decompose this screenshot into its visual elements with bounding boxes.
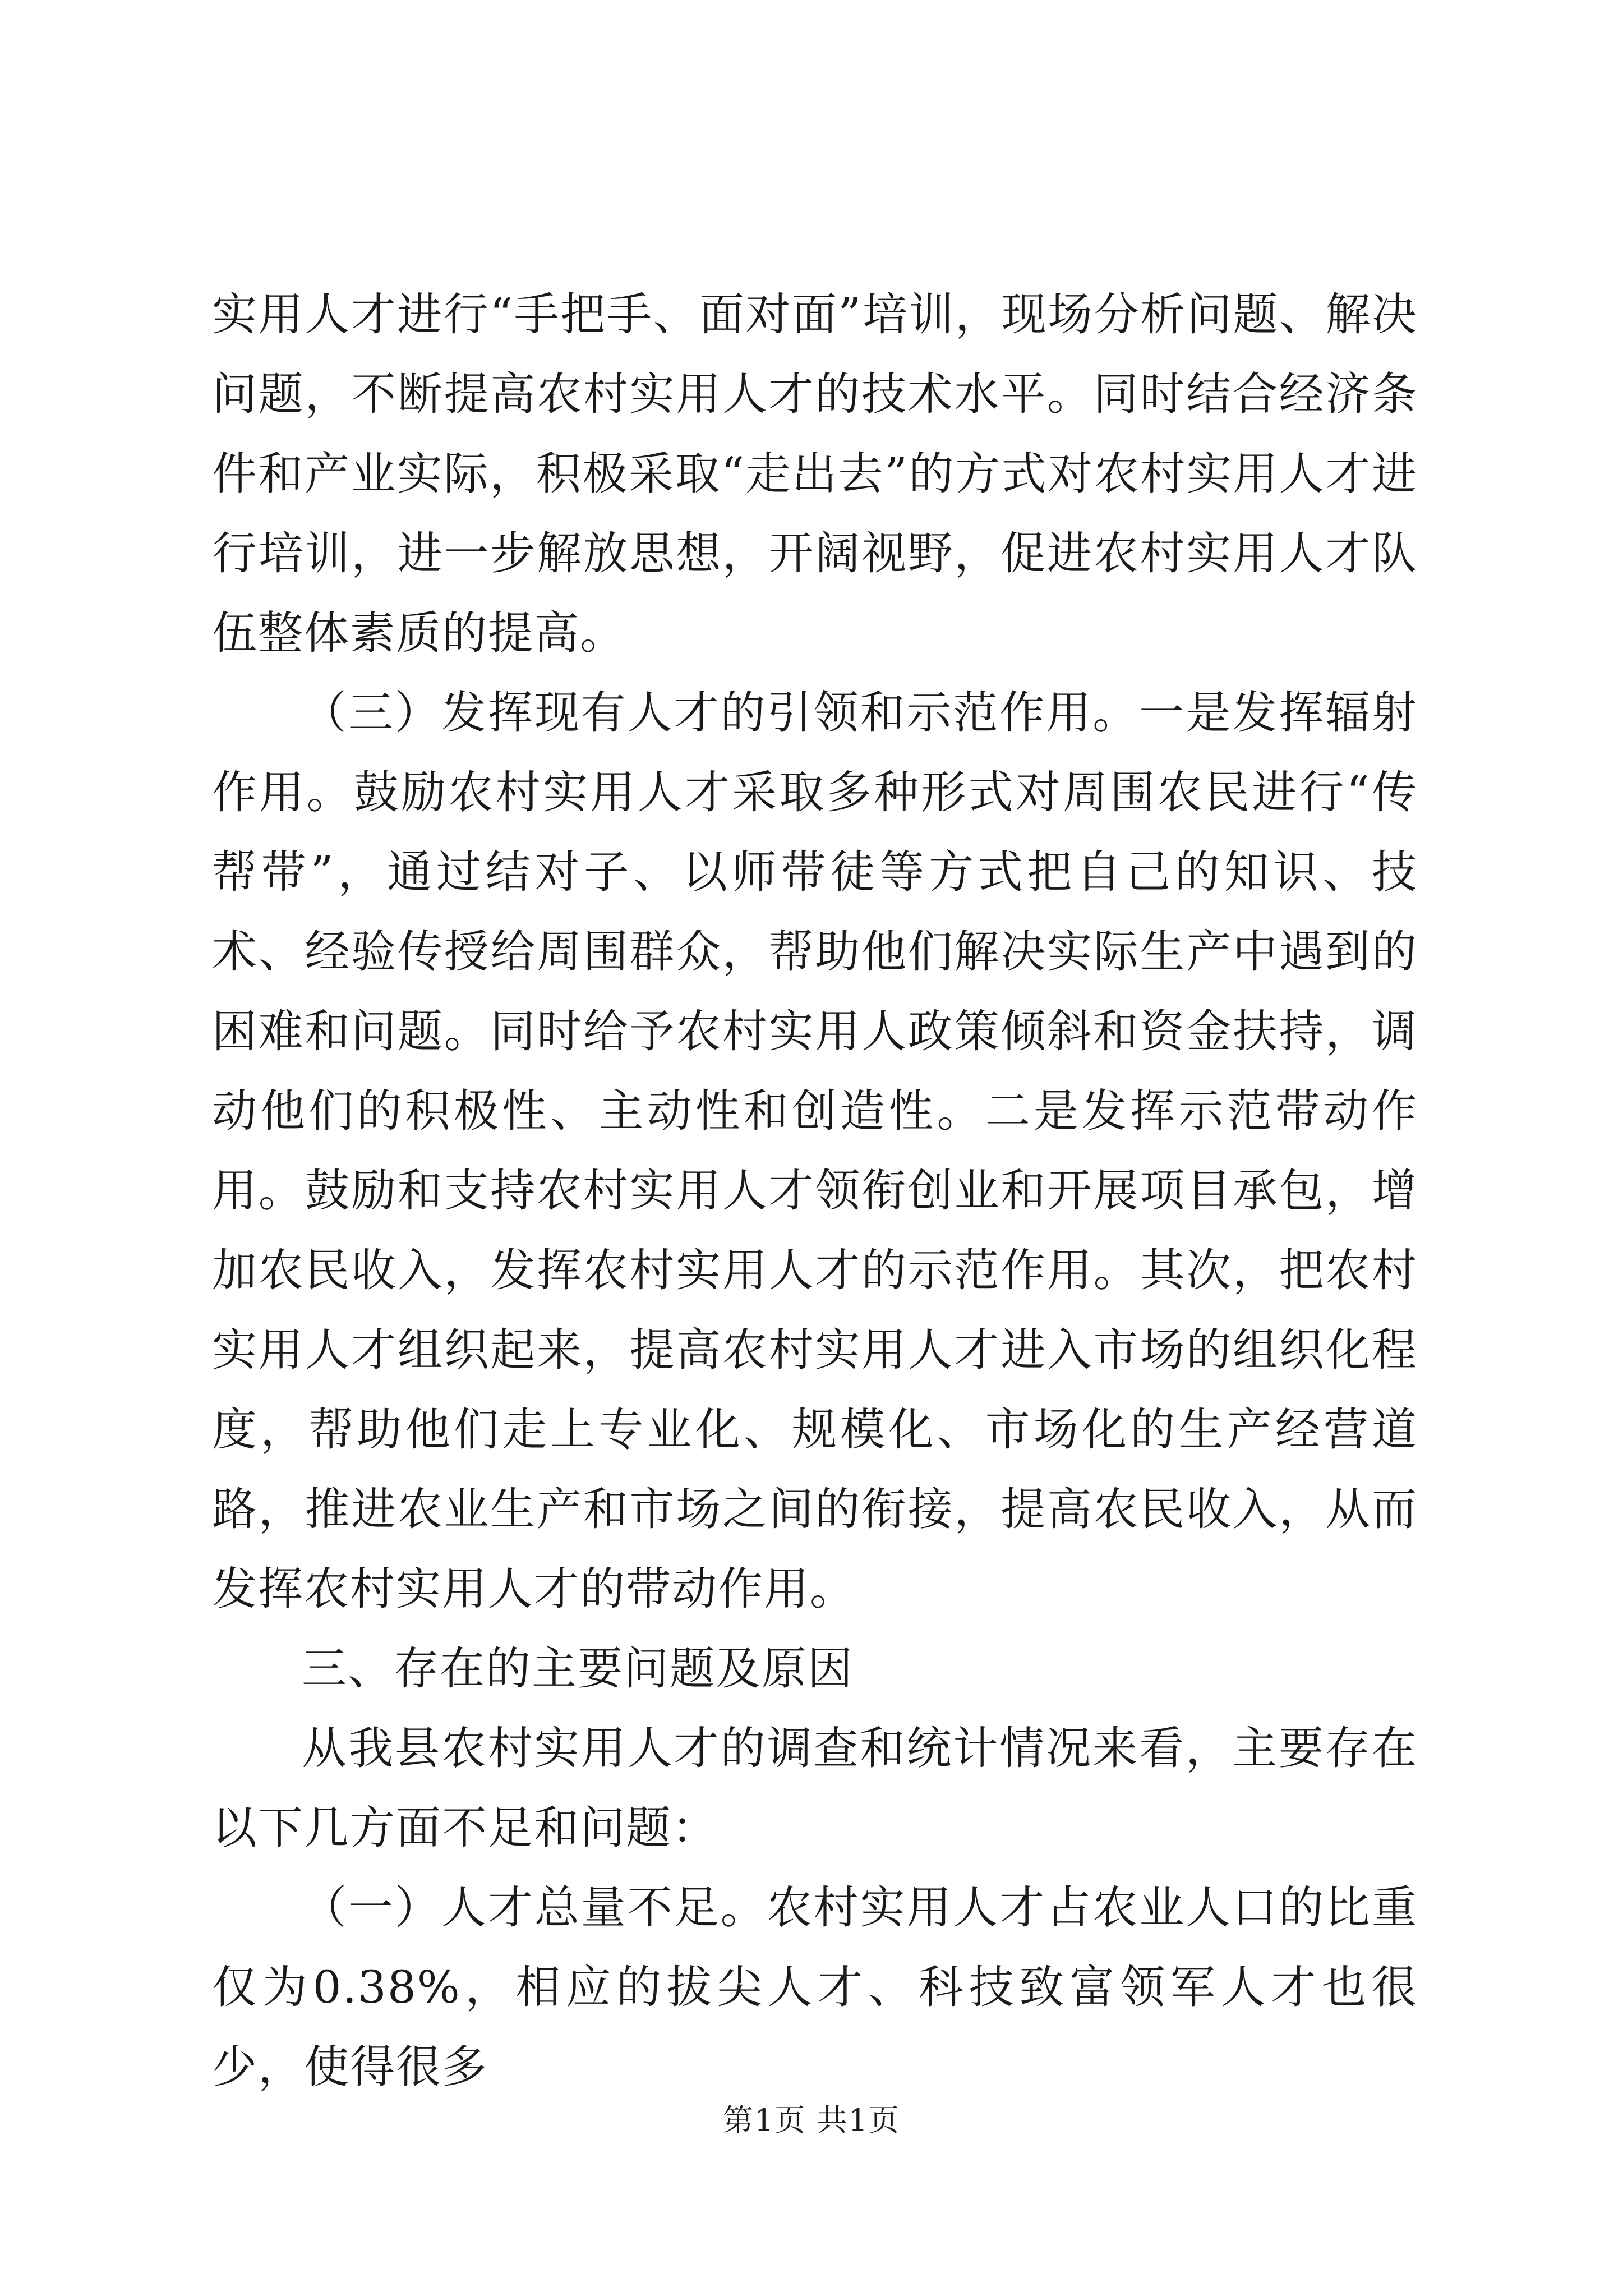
- paragraph-section-three: （三）发挥现有人才的引领和示范作用。一是发挥辐射作用。鼓励农村实用人才采取多种形式对周围农民进行“传帮带”，通过结对子、以师带徒等方式把自己的知识、技术、经验传授给周围群众，帮助他们解决实际生产中遇到的困难和问题。同时给予农村实用人政策倾斜和资金扶持，调动他们的积极性、主动性和创造性。二是发挥示范带动作用。鼓励和支持农村实用人才领衔创业和开展项目承包，增加农民收入，发挥农村实用人才的示范作用。其次，把农村实用人才组织起来，提高农村实用人才进入市场的组织化程度，帮助他们走上专业化、规模化、市场化的生产经营道路，推进农业生产和市场之间的衔接，提高农民收入，从而发挥农村实用人才的带动作用。: [212, 687, 1418, 1615]
- page-footer: 第1页 共1页: [723, 2102, 900, 2138]
- section-heading: 三、存在的主要问题及原因: [302, 1642, 854, 1695]
- paragraph-continued: 实用人才进行“手把手、面对面”培训，现场分析问题、解决问题，不断提高农村实用人才的技术水平。同时结合经济条件和产业实际，积极采取“走出去”的方式对农村实用人才进行培训，进一步解放思想，开阔视野，促进农村实用人才队伍整体素质的提高。: [212, 288, 1418, 659]
- paragraph-intro: 从我县农村实用人才的调查和统计情况来看，主要存在以下几方面不足和问题：: [212, 1722, 1418, 1854]
- document-body: [212, 275, 1418, 2107]
- paragraph-subsection-one: （一）人才总量不足。农村实用人才占农业人口的比重仅为0.38%，相应的拔尖人才、科技致富领军人才也很少，使得很多: [212, 1881, 1418, 2093]
